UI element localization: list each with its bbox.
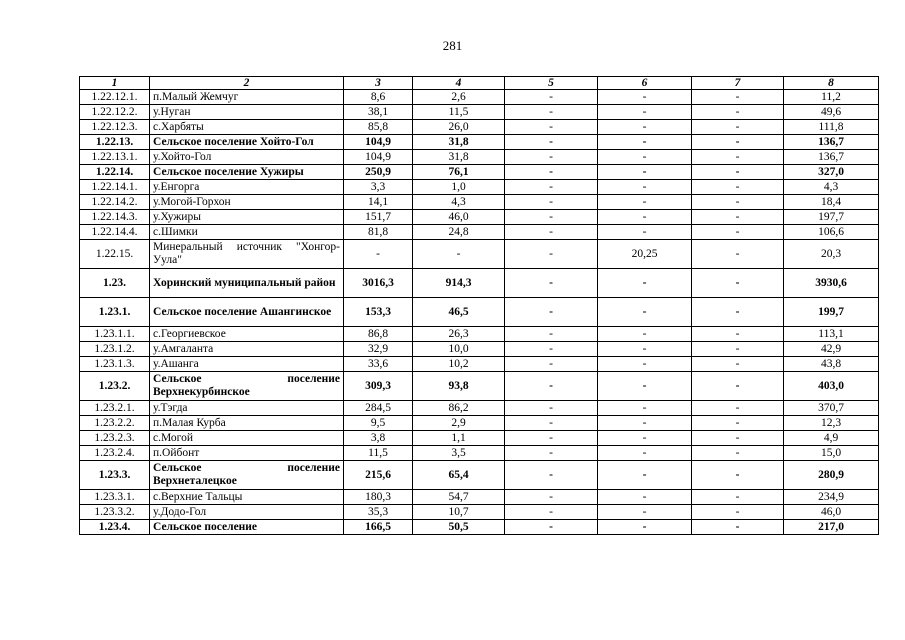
column-header: 1	[80, 77, 150, 90]
cell-col-3: 104,9	[344, 150, 413, 165]
cell-col-6: -	[598, 431, 692, 446]
cell-col-7: -	[692, 490, 784, 505]
cell-col-8: 280,9	[784, 461, 879, 490]
cell-col-4: 31,8	[413, 150, 505, 165]
cell-col-6: -	[598, 225, 692, 240]
table-row	[80, 180, 879, 195]
row-code: 1.22.14.	[80, 165, 150, 180]
cell-col-4: 10,0	[413, 342, 505, 357]
row-name: у.Нуган	[150, 105, 344, 120]
cell-col-7: -	[692, 210, 784, 225]
cell-col-7: -	[692, 90, 784, 105]
cell-col-4: 914,3	[413, 269, 505, 298]
cell-col-8: 49,6	[784, 105, 879, 120]
cell-col-4: 31,8	[413, 135, 505, 150]
cell-col-3: 3,8	[344, 431, 413, 446]
cell-col-7: -	[692, 327, 784, 342]
cell-col-3: 153,3	[344, 298, 413, 327]
cell-col-7: -	[692, 431, 784, 446]
table-row	[80, 357, 879, 372]
cell-col-7: -	[692, 135, 784, 150]
row-code: 1.23.4.	[80, 520, 150, 535]
table-row	[80, 446, 879, 461]
cell-col-5: -	[505, 401, 598, 416]
cell-col-4: 26,3	[413, 327, 505, 342]
cell-col-4: 76,1	[413, 165, 505, 180]
row-name: п.Ойбонт	[150, 446, 344, 461]
cell-col-6: -	[598, 461, 692, 490]
cell-col-6: -	[598, 372, 692, 401]
cell-col-3: 81,8	[344, 225, 413, 240]
cell-col-4: 4,3	[413, 195, 505, 210]
row-code: 1.23.3.2.	[80, 505, 150, 520]
row-code: 1.22.12.3.	[80, 120, 150, 135]
column-header: 3	[344, 77, 413, 90]
cell-col-4: 1,1	[413, 431, 505, 446]
cell-col-5: -	[505, 461, 598, 490]
cell-col-5: -	[505, 431, 598, 446]
cell-col-7: -	[692, 105, 784, 120]
row-code: 1.23.3.1.	[80, 490, 150, 505]
row-code: 1.23.2.2.	[80, 416, 150, 431]
cell-col-8: 113,1	[784, 327, 879, 342]
cell-col-3: 11,5	[344, 446, 413, 461]
table-row	[80, 105, 879, 120]
row-name: Сельское поселение Верхнекурбинское	[150, 372, 344, 401]
cell-col-4: 3,5	[413, 446, 505, 461]
cell-col-4: 86,2	[413, 401, 505, 416]
cell-col-4: 2,9	[413, 416, 505, 431]
cell-col-6: -	[598, 90, 692, 105]
cell-col-4: 10,2	[413, 357, 505, 372]
cell-col-8: 42,9	[784, 342, 879, 357]
cell-col-4: 93,8	[413, 372, 505, 401]
cell-col-7: -	[692, 372, 784, 401]
cell-col-4: 50,5	[413, 520, 505, 535]
cell-col-5: -	[505, 269, 598, 298]
row-code: 1.23.1.3.	[80, 357, 150, 372]
cell-col-8: 18,4	[784, 195, 879, 210]
table-row	[80, 135, 879, 150]
page-number: 281	[442, 38, 463, 53]
cell-col-6: -	[598, 505, 692, 520]
row-name: у.Могой-Горхон	[150, 195, 344, 210]
row-name: с.Могой	[150, 431, 344, 446]
cell-col-5: -	[505, 327, 598, 342]
cell-col-8: 327,0	[784, 165, 879, 180]
row-name: Сельское поселение Верхнеталецкое	[150, 461, 344, 490]
row-name: Минеральный источник "Хонгор-Уула"	[150, 240, 344, 269]
table-row	[80, 120, 879, 135]
row-name: у.Енгорга	[150, 180, 344, 195]
cell-col-8: 136,7	[784, 135, 879, 150]
row-code: 1.22.13.1.	[80, 150, 150, 165]
cell-col-6: -	[598, 135, 692, 150]
cell-col-7: -	[692, 520, 784, 535]
cell-col-4: 24,8	[413, 225, 505, 240]
cell-col-5: -	[505, 520, 598, 535]
row-code: 1.22.14.4.	[80, 225, 150, 240]
row-name: Сельское поселение Хойто-Гол	[150, 135, 344, 150]
row-name: Сельское поселение	[150, 520, 344, 535]
table-row	[80, 225, 879, 240]
table-row	[80, 327, 879, 342]
cell-col-5: -	[505, 225, 598, 240]
cell-col-3: 85,8	[344, 120, 413, 135]
cell-col-3: 35,3	[344, 505, 413, 520]
cell-col-6: -	[598, 342, 692, 357]
cell-col-8: 403,0	[784, 372, 879, 401]
row-code: 1.22.15.	[80, 240, 150, 269]
row-code: 1.23.1.1.	[80, 327, 150, 342]
table-row	[80, 342, 879, 357]
cell-col-8: 46,0	[784, 505, 879, 520]
cell-col-3: 32,9	[344, 342, 413, 357]
row-name: у.Амгаланта	[150, 342, 344, 357]
cell-col-7: -	[692, 298, 784, 327]
column-header: 2	[150, 77, 344, 90]
cell-col-8: 106,6	[784, 225, 879, 240]
cell-col-7: -	[692, 505, 784, 520]
row-code: 1.23.2.	[80, 372, 150, 401]
row-code: 1.23.2.1.	[80, 401, 150, 416]
row-name: у.Ашанга	[150, 357, 344, 372]
table-row	[80, 401, 879, 416]
column-header: 8	[784, 77, 879, 90]
cell-col-7: -	[692, 225, 784, 240]
cell-col-4: 1,0	[413, 180, 505, 195]
cell-col-6: -	[598, 401, 692, 416]
cell-col-3: 33,6	[344, 357, 413, 372]
cell-col-3: 86,8	[344, 327, 413, 342]
cell-col-6: -	[598, 298, 692, 327]
cell-col-3: 9,5	[344, 416, 413, 431]
cell-col-5: -	[505, 357, 598, 372]
cell-col-3: 104,9	[344, 135, 413, 150]
cell-col-7: -	[692, 269, 784, 298]
cell-col-7: -	[692, 461, 784, 490]
data-table	[79, 76, 879, 535]
cell-col-6: -	[598, 195, 692, 210]
cell-col-6: -	[598, 150, 692, 165]
row-name: у.Тэгда	[150, 401, 344, 416]
row-name: п.Малая Курба	[150, 416, 344, 431]
cell-col-8: 12,3	[784, 416, 879, 431]
cell-col-7: -	[692, 150, 784, 165]
cell-col-4: 2,6	[413, 90, 505, 105]
cell-col-7: -	[692, 446, 784, 461]
table-row	[80, 372, 879, 401]
cell-col-3: 14,1	[344, 195, 413, 210]
table-row	[80, 165, 879, 180]
cell-col-7: -	[692, 120, 784, 135]
cell-col-7: -	[692, 165, 784, 180]
cell-col-6: -	[598, 357, 692, 372]
table-row	[80, 490, 879, 505]
table-row	[80, 461, 879, 490]
cell-col-5: -	[505, 90, 598, 105]
cell-col-8: 136,7	[784, 150, 879, 165]
cell-col-7: -	[692, 195, 784, 210]
cell-col-6: 20,25	[598, 240, 692, 269]
cell-col-7: -	[692, 357, 784, 372]
row-name: Сельское поселение Ашангинское	[150, 298, 344, 327]
table-row	[80, 505, 879, 520]
cell-col-3: 309,3	[344, 372, 413, 401]
cell-col-3: 38,1	[344, 105, 413, 120]
column-header: 4	[413, 77, 505, 90]
cell-col-7: -	[692, 180, 784, 195]
cell-col-5: -	[505, 105, 598, 120]
row-code: 1.22.12.1.	[80, 90, 150, 105]
row-name: у.Хужиры	[150, 210, 344, 225]
cell-col-4: 46,0	[413, 210, 505, 225]
row-code: 1.23.2.3.	[80, 431, 150, 446]
cell-col-8: 4,9	[784, 431, 879, 446]
table-body	[80, 90, 879, 535]
cell-col-6: -	[598, 327, 692, 342]
cell-col-5: -	[505, 240, 598, 269]
cell-col-8: 43,8	[784, 357, 879, 372]
row-code: 1.22.14.3.	[80, 210, 150, 225]
cell-col-6: -	[598, 165, 692, 180]
cell-col-5: -	[505, 195, 598, 210]
cell-col-5: -	[505, 446, 598, 461]
row-name: с.Георгиевское	[150, 327, 344, 342]
cell-col-6: -	[598, 446, 692, 461]
cell-col-6: -	[598, 210, 692, 225]
row-code: 1.23.	[80, 269, 150, 298]
cell-col-5: -	[505, 490, 598, 505]
table-row	[80, 431, 879, 446]
row-name: с.Верхние Тальцы	[150, 490, 344, 505]
cell-col-4: 26,0	[413, 120, 505, 135]
cell-col-5: -	[505, 165, 598, 180]
cell-col-5: -	[505, 180, 598, 195]
cell-col-5: -	[505, 210, 598, 225]
row-code: 1.23.1.	[80, 298, 150, 327]
cell-col-3: 215,6	[344, 461, 413, 490]
column-header: 5	[505, 77, 598, 90]
cell-col-8: 234,9	[784, 490, 879, 505]
row-code: 1.22.14.1.	[80, 180, 150, 195]
row-name: у.Додо-Гол	[150, 505, 344, 520]
cell-col-3: 151,7	[344, 210, 413, 225]
cell-col-3: 250,9	[344, 165, 413, 180]
row-code: 1.22.12.2.	[80, 105, 150, 120]
cell-col-6: -	[598, 120, 692, 135]
row-code: 1.22.13.	[80, 135, 150, 150]
table-row	[80, 150, 879, 165]
cell-col-7: -	[692, 342, 784, 357]
cell-col-3: 180,3	[344, 490, 413, 505]
cell-col-5: -	[505, 150, 598, 165]
cell-col-6: -	[598, 105, 692, 120]
cell-col-8: 370,7	[784, 401, 879, 416]
cell-col-7: -	[692, 401, 784, 416]
cell-col-4: 11,5	[413, 105, 505, 120]
cell-col-8: 111,8	[784, 120, 879, 135]
table-row	[80, 240, 879, 269]
cell-col-8: 4,3	[784, 180, 879, 195]
cell-col-4: 10,7	[413, 505, 505, 520]
cell-col-5: -	[505, 120, 598, 135]
row-code: 1.23.3.	[80, 461, 150, 490]
cell-col-8: 197,7	[784, 210, 879, 225]
cell-col-5: -	[505, 342, 598, 357]
cell-col-8: 217,0	[784, 520, 879, 535]
table-row	[80, 195, 879, 210]
row-name: с.Харбяты	[150, 120, 344, 135]
column-header: 7	[692, 77, 784, 90]
row-name: Сельское поселение Хужиры	[150, 165, 344, 180]
cell-col-4: -	[413, 240, 505, 269]
cell-col-3: 8,6	[344, 90, 413, 105]
header-row	[80, 77, 879, 90]
cell-col-6: -	[598, 180, 692, 195]
cell-col-3: 166,5	[344, 520, 413, 535]
row-name: с.Шимки	[150, 225, 344, 240]
cell-col-3: 3016,3	[344, 269, 413, 298]
cell-col-3: -	[344, 240, 413, 269]
table-row	[80, 416, 879, 431]
cell-col-5: -	[505, 505, 598, 520]
cell-col-6: -	[598, 490, 692, 505]
row-name: у.Хойто-Гол	[150, 150, 344, 165]
cell-col-7: -	[692, 416, 784, 431]
cell-col-3: 3,3	[344, 180, 413, 195]
cell-col-4: 54,7	[413, 490, 505, 505]
row-name: п.Малый Жемчуг	[150, 90, 344, 105]
cell-col-4: 65,4	[413, 461, 505, 490]
cell-col-5: -	[505, 298, 598, 327]
row-code: 1.23.1.2.	[80, 342, 150, 357]
cell-col-8: 15,0	[784, 446, 879, 461]
cell-col-8: 199,7	[784, 298, 879, 327]
row-name: Хоринский муниципальный район	[150, 269, 344, 298]
cell-col-7: -	[692, 240, 784, 269]
table-row	[80, 520, 879, 535]
cell-col-5: -	[505, 372, 598, 401]
cell-col-6: -	[598, 416, 692, 431]
table-row	[80, 90, 879, 105]
cell-col-6: -	[598, 269, 692, 298]
column-header: 6	[598, 77, 692, 90]
table-row	[80, 210, 879, 225]
cell-col-8: 3930,6	[784, 269, 879, 298]
cell-col-6: -	[598, 520, 692, 535]
row-code: 1.23.2.4.	[80, 446, 150, 461]
cell-col-8: 11,2	[784, 90, 879, 105]
table-row	[80, 269, 879, 298]
row-code: 1.22.14.2.	[80, 195, 150, 210]
cell-col-5: -	[505, 135, 598, 150]
cell-col-5: -	[505, 416, 598, 431]
cell-col-8: 20,3	[784, 240, 879, 269]
cell-col-3: 284,5	[344, 401, 413, 416]
cell-col-4: 46,5	[413, 298, 505, 327]
table-row	[80, 298, 879, 327]
